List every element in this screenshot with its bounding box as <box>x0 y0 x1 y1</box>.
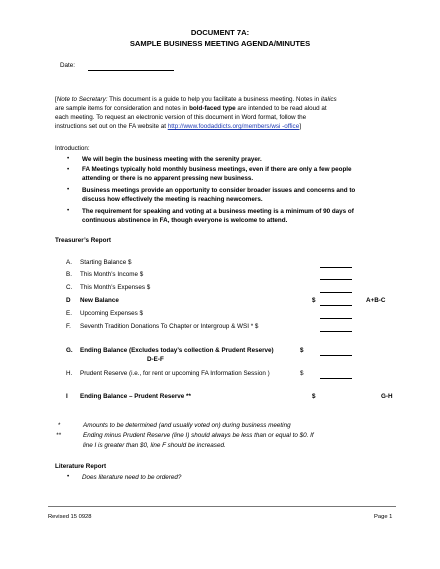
prudent-reserve-field[interactable] <box>320 378 352 379</box>
starting-balance-field[interactable] <box>320 267 352 268</box>
starting-balance-label: Starting Balance $ <box>80 259 132 266</box>
intro-bullet-4b: continuous abstinence in FA, though everyone is welcome to attend. <box>82 217 288 224</box>
note-line-3: each meeting. To request an electronic version of this document in Word format, follow the <box>55 114 307 121</box>
ending-balance-field[interactable] <box>320 355 352 356</box>
intro-bullet-1: We will begin the business meeting with the serenity prayer. <box>82 156 262 163</box>
intro-bullet-3a: Business meetings provide an opportunity to consider broader issues and concerns and to <box>82 187 356 194</box>
monthly-income-label: This Month’s Income $ <box>80 271 144 278</box>
fa-website-link[interactable]: http://www.foodaddicts.org/members/wsi -office <box>167 123 300 130</box>
document-title: SAMPLE BUSINESS MEETING AGENDA/MINUTES <box>129 39 311 48</box>
monthly-income-field[interactable] <box>320 279 352 280</box>
item-letter: F. <box>66 323 71 330</box>
upcoming-expenses-label: Upcoming Expenses $ <box>80 310 144 317</box>
footnote-1: Amounts to be determined (and usually voted on) during business meeting <box>83 422 291 429</box>
prudent-reserve-label: Prudent Reserve (i.e., for rent or upcoming FA Information Session ) <box>80 370 270 377</box>
final-balance-label: Ending Balance – Prudent Reserve ** <box>80 393 191 400</box>
footnote-2a: Ending minus Prudent Reserve (line I) should always be less than or equal to $0. If <box>83 432 314 439</box>
new-balance-field[interactable] <box>320 305 352 306</box>
seventh-tradition-label: Seventh Tradition Donations To Chapter or Intergroup & WSI * $ <box>80 323 259 330</box>
monthly-expenses-label: This Month’s Expenses $ <box>80 284 151 291</box>
dollar-sign: $ <box>312 393 316 400</box>
item-letter: B. <box>66 271 72 278</box>
introduction-label: Introduction: <box>55 145 90 152</box>
intro-bullet-4a: The requirement for speaking and voting at a business meeting is a minimum of 90 days of <box>82 208 354 215</box>
note-line-1: [Note to Secretary: This document is a guide to help you facilitate a business meeting. Notes in italics <box>55 96 337 103</box>
new-balance-formula: A+B-C <box>366 297 386 304</box>
date-field[interactable] <box>88 70 174 71</box>
intro-bullet-3b: discuss how effectively the meeting is reaching newcomers. <box>82 196 263 203</box>
footnote-mark: ** <box>56 432 61 439</box>
item-letter: I <box>66 393 68 400</box>
seventh-tradition-field[interactable] <box>320 331 352 332</box>
bullet-icon: • <box>67 186 70 193</box>
new-balance-label: New Balance <box>80 297 119 304</box>
item-letter: H. <box>66 370 73 377</box>
ending-balance-formula: D-E-F <box>147 356 164 363</box>
note-line-4: instructions set out on the FA website at http://www.foodaddicts.org/members/wsi -office] <box>55 123 301 130</box>
ending-balance-label: Ending Balance (Excludes today’s collection & Prudent Reserve) <box>80 347 274 354</box>
dollar-sign: $ <box>300 347 304 354</box>
footer-divider <box>48 506 396 507</box>
monthly-expenses-field[interactable] <box>320 292 352 293</box>
literature-report-label: Literature Report <box>55 463 107 470</box>
item-letter: D <box>66 297 71 304</box>
item-letter: G. <box>66 347 73 354</box>
document-number: DOCUMENT 7A: <box>190 28 250 37</box>
dollar-sign: $ <box>300 370 304 377</box>
bullet-icon: • <box>67 207 70 214</box>
item-letter: A. <box>66 259 72 266</box>
revision-label: Revised 15 0928 <box>48 514 92 520</box>
bullet-icon: • <box>67 155 70 162</box>
page-number: Page 1 <box>374 514 393 520</box>
item-letter: E. <box>66 310 72 317</box>
final-balance-formula: G-H <box>381 393 393 400</box>
footnote-mark: * <box>58 422 61 429</box>
item-letter: C. <box>66 284 73 291</box>
literature-bullet: Does literature need to be ordered? <box>82 474 182 481</box>
bullet-icon: • <box>67 166 70 173</box>
dollar-sign: $ <box>312 297 316 304</box>
note-line-2: are sample items for consideration and notes in bold-faced type are intended to be read aloud at <box>55 105 327 112</box>
date-label: Date: <box>60 62 76 69</box>
upcoming-expenses-field[interactable] <box>320 318 352 319</box>
treasurer-report-label: Treasurer’s Report <box>55 237 111 244</box>
footnote-2b: line I is greater than $0, line F should be increased. <box>83 442 226 449</box>
intro-bullet-2b: attending or there is no apparent pressing new business. <box>82 175 254 182</box>
bullet-icon: • <box>67 473 70 480</box>
intro-bullet-2a: FA Meetings typically hold monthly business meetings, even if there are only a few people <box>82 166 352 173</box>
